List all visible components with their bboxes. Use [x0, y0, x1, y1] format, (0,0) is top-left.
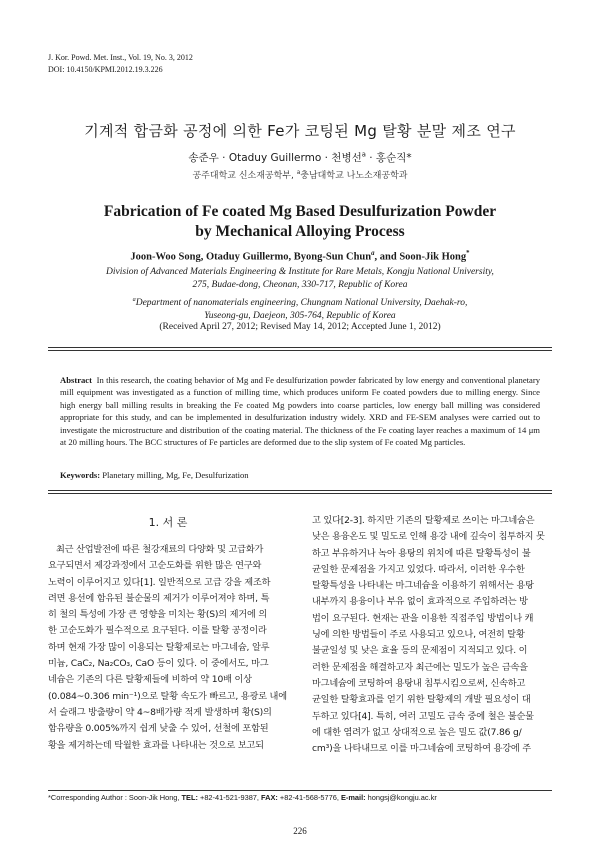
body-line: 히 철의 특성에 가장 큰 영향을 미치는 황(S)의 제거에 의 [48, 609, 268, 621]
body-line: 최근 산업발전에 따른 철강재료의 다양화 및 고급화가 [56, 544, 264, 555]
body-line: 미늄, CaC₂, Na₂CO₃, CaO 등이 있다. 이 중에서도, 마그 [48, 658, 269, 670]
keywords [60, 470, 249, 480]
english-authors-tail: , and Soon-Jik Hong [374, 251, 467, 263]
footnote-tel: +82-41-521-9387, [197, 793, 262, 802]
body-line: 균일한 탈황효과를 얻기 위한 탈황제의 개발 필요성이 대 [312, 694, 531, 706]
english-title-line1: Fabrication of Fe coated Mg Based Desulfurization Powder [103, 203, 497, 220]
footnote-email[interactable]: hongsj@kongju.ac.kr [365, 793, 437, 802]
section-heading-introduction: 1. 서 론 [148, 516, 188, 529]
page-number: 226 [293, 826, 307, 836]
english-title-line2: by Mechanical Alloying Process [195, 223, 405, 240]
body-line: 불균일성 및 낮은 효율 등의 문제점이 지적되고 있다. 이 [312, 645, 528, 657]
english-aff2-line2: Yuseong-gu, Daejeon, 305-764, Republic of Korea [204, 311, 396, 322]
korean-authors-tail: · 홍순직* [365, 152, 412, 164]
english-aff2-sup: a [132, 297, 136, 303]
body-line: 두하고 있다[4]. 특히, 여러 고밀도 금속 중에 철은 불순물 [312, 710, 534, 722]
footnote-tel-label: TEL: [181, 793, 198, 802]
english-authors-sup: a [371, 250, 375, 257]
body-line: 러한 문제점을 해결하고자 최근에는 밀도가 높은 금속을 [312, 661, 528, 673]
korean-title: 기계적 합금화 공정에 의한 Fe가 코팅된 Mg 탈황 분말 제조 연구 [84, 122, 516, 140]
english-authors [0, 250, 600, 263]
keywords-label: Keywords: [60, 470, 101, 480]
body-line: 요구되면서 제강과정에서 고순도화를 위한 많은 연구와 [48, 560, 262, 572]
body-column-right [312, 513, 552, 757]
body-line: cm³)을 나타내므로 이를 마그네슘에 코팅하여 용강에 주 [312, 743, 531, 755]
footnote-rule [48, 790, 552, 791]
journal-citation: J. Kor. Powd. Met. Inst., Vol. 19, No. 3, 2012 [48, 53, 193, 62]
received-dates: (Received April 27, 2012; Revised May 14, 2012; Accepted June 1, 2012) [159, 322, 441, 332]
korean-affiliation [0, 168, 600, 181]
body-line: 닝에 의한 방법들이 주로 사용되고 있으나, 여전히 탈황 [312, 629, 525, 641]
korean-affiliation-tail: 충남대학교 나노소재공학과 [300, 171, 408, 181]
body-line: 마그네슘에 코팅하여 용탕내 침투시킴으로써, 신속하고 [312, 677, 526, 689]
top-rule [48, 347, 552, 348]
body-line: 함유량을 0.005%까지 쉽게 낮출 수 있어, 선철에 포함된 [48, 723, 269, 735]
english-aff1-line1: Division of Advanced Materials Engineering & Institute for Rare Metals, Kongju National University, [106, 267, 494, 277]
body-line: 하며 현재 가장 많이 이용되는 탈황제로는 마그네슘, 알루 [48, 641, 270, 653]
body-column-left [48, 542, 288, 754]
abstract [60, 374, 540, 448]
english-authors-main: Joon-Woo Song, Otaduy Guillermo, Byong-Sun Chun [130, 251, 372, 263]
corresponding-author-footnote [48, 793, 437, 802]
body-line: 고 있다[2-3]. 하지만 기존의 탈황제로 쓰이는 마그네슘은 [312, 515, 535, 526]
body-line: 균일한 문제점을 가지고 있었다. 따라서, 이러한 우수한 [312, 563, 525, 575]
journal-doi: DOI: 10.4150/KPMI.2012.19.3.226 [48, 65, 163, 74]
footnote-label: *Corresponding Author : Soon-Jik Hong, [48, 793, 182, 802]
korean-authors-sup: a [361, 150, 366, 159]
english-title [0, 202, 600, 242]
journal-header [48, 52, 193, 76]
english-aff1-line2: 275, Budae-dong, Cheonan, 330-717, Republic of Korea [192, 280, 408, 290]
footnote-fax-label: FAX: [261, 793, 278, 802]
bottom-rule-2 [48, 493, 552, 494]
body-line: 낮은 용융온도 및 밀도로 인해 용강 내에 깊숙이 침투하지 못 [312, 531, 545, 543]
english-authors-star: * [466, 250, 470, 257]
english-aff2-line1: Department of nanomaterials engineering, Chungnam National University, Daehak-ro, [135, 298, 468, 309]
body-line: 노력이 이루어지고 있다[1]. 일반적으로 고급 강을 제조하 [48, 576, 271, 588]
body-line: 내부까지 용융이나 부유 없이 효과적으로 주입하려는 방 [312, 596, 528, 608]
body-line: 서 슬래그 방출량이 약 4~8배가량 적게 발생하며 황(S)의 [48, 706, 272, 718]
body-line: 려면 용선에 함유된 불순물의 제거가 이루어져야 하며, 특 [48, 592, 270, 604]
english-affiliation-1 [0, 266, 600, 292]
korean-affiliation-sup: a [296, 170, 301, 176]
bottom-rule [48, 490, 552, 491]
korean-affiliation-main: 공주대학교 신소재공학부, [192, 171, 297, 181]
body-line: 황을 제거하는데 탁월한 효과를 나타내는 것으로 보고되 [48, 739, 264, 751]
abstract-label: Abstract [60, 375, 92, 385]
korean-authors [0, 150, 600, 165]
english-affiliation-2 [0, 294, 600, 323]
body-line: (0.084~0.306 min⁻¹)으로 탈황 속도가 빠르고, 용광로 내에 [48, 690, 287, 702]
footnote-fax: +82-41-568-5776, [277, 793, 341, 802]
top-rule-2 [48, 350, 552, 351]
body-line: 에 대한 염려가 없고 상대적으로 높은 밀도 값(7.86 g/ [312, 726, 522, 738]
korean-authors-main: 송준우 · Otaduy Guillermo · 천병선 [188, 152, 362, 164]
abstract-text: In this research, the coating behavior of Mg and Fe desulfurization powder fabricated by low energy and conventional planetary mill equipment was investigated as a function of milling time, which produces uniform Fe coated powders due to milling energy. Since high energy ball milling results in breaking the Fe coated Mg powders into coarse particles, low energy ball milling was considered appropriate for this study, and can be implemented in desulfurization industry widely. XRD and FE-SEM analyses were carried out to investigate the microstructure and distribution of the coating material. The thickness of the Fe coating layer reaches a maximum of 14 μm at 20 milling hours. The BCC structures of Fe particles are deformed due to the slip system of Fe coated Mg particles. [60, 375, 540, 448]
body-line: 탈황특성을 나타내는 마그네슘을 이용하기 위해서는 용탕 [312, 580, 534, 592]
footnote-email-label: E-mail: [340, 793, 366, 802]
keywords-text: Planetary milling, Mg, Fe, Desulfurization [102, 470, 249, 480]
body-line: 하고 부유하거나 녹아 용탕의 위치에 따른 탈황특성이 불 [312, 547, 531, 559]
body-line: 네슘은 기존의 다른 탈황제들에 비하여 약 10배 이상 [48, 674, 252, 686]
body-line: 한 고순도화가 필수적으로 요구된다. 이를 탈황 공정이라 [48, 625, 267, 637]
body-line: 법이 요구된다. 현재는 관을 이용한 직접주입 방법이나 캐 [312, 612, 534, 624]
